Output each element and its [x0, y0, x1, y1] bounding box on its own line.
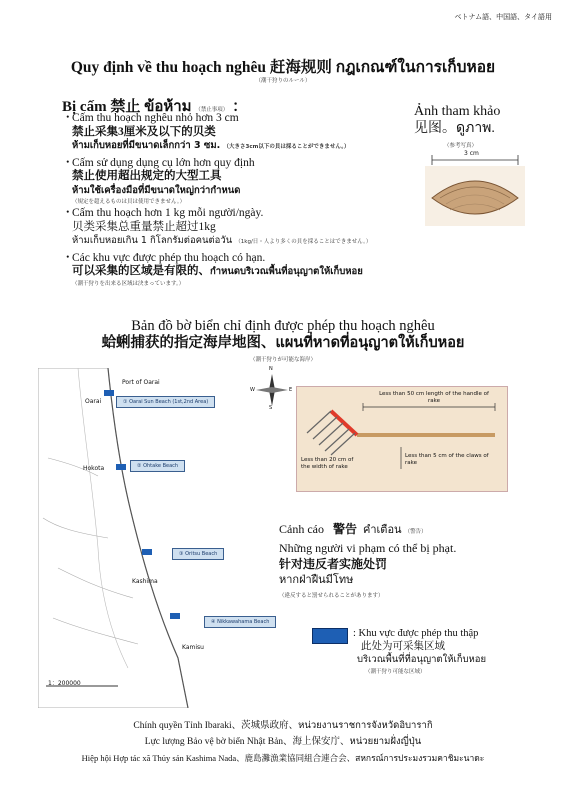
beach-label-3: ③ Oritsu Beach	[172, 548, 224, 560]
prohibited-list	[62, 112, 422, 289]
rake-claws-note: Less than 5 cm of the claws of rake	[405, 453, 489, 466]
reference-sub: （参考写真）	[444, 143, 478, 149]
rule-item-size: ・Cấm thu hoạch nghêu nhỏ hơn 3 cm 禁止采集3厘米及以下的贝类 ห้ามเก็บหอยที่มีขนาดเล็กกว่า 3 ซม. （大きさ3cm以下の貝は採ることができません。）	[62, 112, 350, 151]
beach-label-2: ② Ohtake Beach	[130, 460, 185, 472]
footer-organizations: Chính quyền Tỉnh Ibaraki、茨城県政府、หน่วยงานราชการจังหวัดอิบารากิ Lực lượng Bảo vệ bờ biển Nhật Bản、海上保安庁、หน่วยยามฝั่งญี่ปุ่น Hiệp hội Hợp tác xã Thủy sản Kashima Nada、鹿島灘漁業協同組合連合会、สหกรณ์การประมงรวมคาชิมะนาดะ	[81, 721, 485, 763]
beach-marker-1	[104, 390, 114, 396]
map-title-sub: （潮干狩りが可能な海岸）	[249, 357, 316, 363]
reference-title: Ảnh tham khảo 见图。ดูภาพ.	[414, 104, 501, 136]
legend-text: : Khu vực được phép thu thập 此处为可采集区域 บริเวณพื้นที่ที่อนุญาตให้เก็บหอย （潮干狩り可能な区域）	[353, 628, 487, 675]
town-oarai: Oarai	[85, 398, 102, 405]
beach-marker-3	[142, 549, 152, 555]
rule-item-weight: ・Cấm thu hoạch hơn 1 kg mỗi người/ngày. 贝类采集总重量禁止超过1kg ห้ามเก็บหอยเกิน 1 กิโลกรัมต่อคนต่อวัน （1kg/日・人より多くの貝を採ることはできません。）	[62, 207, 372, 246]
page-title-sub: （潮干狩りのルール）	[255, 78, 311, 84]
beach-label-1: ① Oarai Sun Beach (1st,2nd Area)	[116, 396, 215, 408]
languages-tag: ベトナム語、中国語、タイ語用	[454, 13, 552, 21]
rake-diagram	[296, 386, 508, 492]
size-label: 3 cm	[464, 150, 479, 157]
warning-block: Cảnh cáo 警告 คำเตือน （警告） Những người vi phạm có thể bị phạt. 针对违反者实施处罚 หากฝ่าฝืนมีโทษ （違反すると罰せられることがあります）	[279, 522, 457, 599]
rake-width-note: Less than 20 cm of the width of rake	[301, 457, 354, 470]
prohibited-heading: Bị cấm 禁止 ข้อห้าม （禁止事項） ：	[62, 99, 248, 115]
rule-item-area: ・Các khu vực được phép thu hoạch có hạn. 可以采集的区域是有限的、กำหนดบริเวณพื้นที่อนุญาตให้เก็บหอย （潮干狩りを出来る区域は決まっています。）	[62, 251, 363, 287]
map-title: Bản đồ bờ biển chỉ định được phép thu hoạch nghêu 蛤蜊捕获的指定海岸地图、แผนที่หาดที่อนุญาตให้เก็บหอย	[101, 318, 465, 351]
page-title: Quy định về thu hoạch nghêu 赶海规则 กฎเกณฑ์ในการเก็บหอย	[70, 59, 496, 76]
rule-item-tools: ・Cấm sử dụng dụng cụ lớn hơn quy định 禁止使用超出规定的大型工具 ห้ามใช้เครื่องมือที่มีขนาดใหญ่กว่ากำหนด （規定を超えるものは貝は使用できません。）	[62, 156, 255, 205]
town-hokota: Hokota	[83, 465, 105, 472]
legend-swatch	[312, 628, 348, 644]
beach-marker-4	[170, 613, 180, 619]
beach-label-4: ④ Nikkawahama Beach	[204, 616, 276, 628]
coast-map	[38, 368, 300, 708]
beach-marker-2	[116, 464, 126, 470]
compass-icon: N S W E	[250, 366, 293, 411]
port-label: Port of Oarai	[122, 379, 160, 386]
map-scale: 1：200000	[48, 680, 81, 687]
clam-photo	[420, 150, 530, 228]
town-kashima: Kashima	[132, 578, 158, 585]
town-kamisu: Kamisu	[182, 644, 204, 651]
rake-handle-note: Less than 50 cm length of the handle of rake	[379, 391, 489, 404]
